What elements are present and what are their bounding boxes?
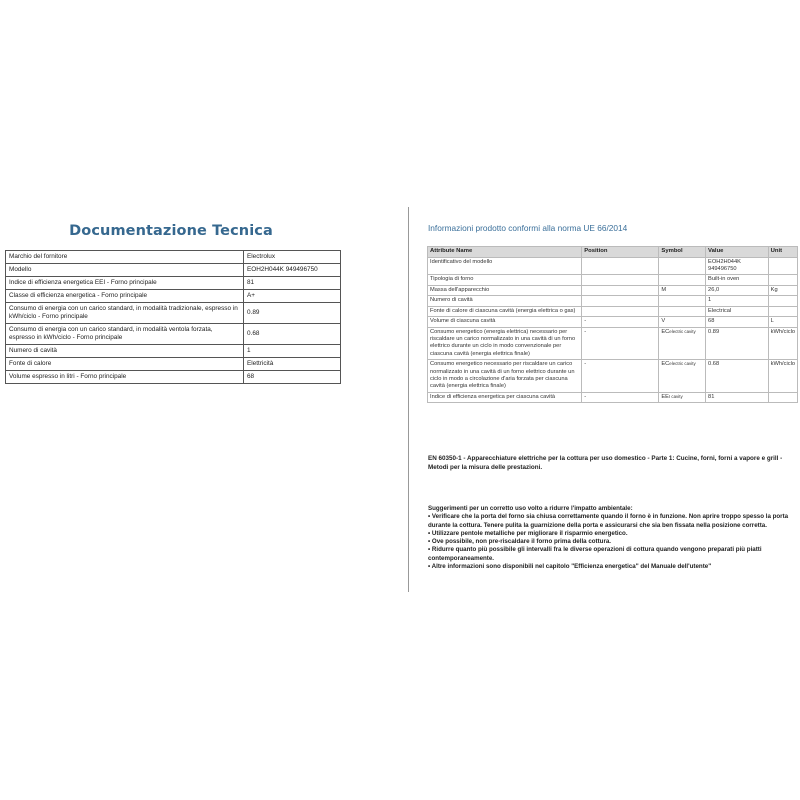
- position-cell: -: [582, 317, 659, 327]
- col-value: Value: [706, 247, 769, 258]
- technical-doc-table: [5, 250, 341, 384]
- attribute-cell: Consumo energetico (energia elettrica) necessario per riscaldare un carico normalizzato in una cavità di un forno elettrico durante un ciclo in modo convenzionale per ciascuna cavità (energia elettrica finale): [428, 327, 582, 360]
- symbol-subscript: electric cavity: [669, 328, 696, 334]
- symbol-cell: [659, 327, 706, 360]
- row-value: Electrolux: [244, 251, 341, 264]
- row-value: A+: [244, 290, 341, 303]
- symbol-main: V: [661, 318, 666, 325]
- value-cell: EOH2H044K 949496750: [706, 257, 769, 275]
- col-position: Position: [582, 247, 659, 258]
- symbol-cell: [659, 275, 706, 285]
- position-cell: [582, 296, 659, 306]
- row-value: 0.89: [244, 303, 341, 324]
- attribute-cell: Massa dell'apparecchio: [428, 285, 582, 295]
- attribute-cell: Consumo energetico necessario per riscaldare un carico normalizzato in una cavità di un forno elettrico durante un ciclo in modo a circolazione d'aria forzata per ciascuna cavità (energia elettrica finale): [428, 360, 582, 393]
- unit-cell: kWh/ciclo: [768, 360, 797, 393]
- unit-cell: [768, 392, 797, 402]
- table-row: [428, 327, 798, 360]
- table-row: [428, 285, 798, 295]
- symbol-cell: [659, 257, 706, 275]
- position-cell: [582, 285, 659, 295]
- table-row: [6, 264, 341, 277]
- col-unit: Unit: [768, 247, 797, 258]
- symbol-cell: [659, 317, 706, 327]
- symbol-subscript: I cavity: [668, 393, 683, 399]
- table-row: [6, 371, 341, 384]
- symbol-main: EC: [661, 361, 670, 368]
- tip-item: • Ridurre quanto più possibile gli intervalli fra le diverse operazioni di cottura quando vengono preparati più piatti contemporaneamente.: [428, 546, 762, 562]
- symbol-cell: [659, 285, 706, 295]
- table-row: [428, 275, 798, 285]
- row-value: 1: [244, 345, 341, 358]
- tips-heading: Suggerimenti per un corretto uso volto a ridurre l'impatto ambientale:: [428, 505, 633, 512]
- value-cell: 0.89: [706, 327, 769, 360]
- symbol-cell: [659, 360, 706, 393]
- unit-cell: kWh/ciclo: [768, 327, 797, 360]
- symbol-cell: [659, 392, 706, 402]
- table-row: [428, 392, 798, 402]
- attribute-cell: Fonte di calore di ciascuna cavità (energia elettrica o gas): [428, 306, 582, 316]
- position-cell: [582, 275, 659, 285]
- row-label: Indice di efficienza energetica EEI - Forno principale: [6, 277, 244, 290]
- unit-cell: [768, 296, 797, 306]
- value-cell: 68: [706, 317, 769, 327]
- table-row: [6, 303, 341, 324]
- symbol-main: M: [661, 286, 667, 293]
- row-value: 68: [244, 371, 341, 384]
- table-row: [6, 290, 341, 303]
- symbol-main: EC: [661, 328, 670, 335]
- table-row: [428, 257, 798, 275]
- table-row: [6, 358, 341, 371]
- symbol-cell: [659, 306, 706, 316]
- header-row: [428, 247, 798, 258]
- unit-cell: [768, 306, 797, 316]
- row-value: Elettricità: [244, 358, 341, 371]
- standard-note: EN 60350-1 - Apparecchiature elettriche per la cottura per uso domestico - Parte 1: Cucine, forni, forni a vapore e grill - Metodi per la misura delle prestazioni.: [428, 455, 783, 471]
- position-cell: [582, 306, 659, 316]
- usage-tips: [428, 505, 796, 571]
- tip-item: • Utilizzare pentole metalliche per migliorare il risparmio energetico.: [428, 529, 628, 537]
- row-label: Volume espresso in litri - Forno principale: [6, 371, 244, 384]
- row-label: Marchio del fornitore: [6, 251, 244, 264]
- table-row: [428, 296, 798, 306]
- left-title: Documentazione Tecnica: [69, 223, 273, 239]
- row-label: Classe di efficienza energetica - Forno principale: [6, 290, 244, 303]
- right-title: Informazioni prodotto conformi alla norma UE 66/2014: [428, 223, 628, 233]
- table-row: [428, 360, 798, 393]
- symbol-subscript: electric cavity: [669, 361, 696, 367]
- attribute-cell: Identificativo del modello: [428, 257, 582, 275]
- attribute-cell: Numero di cavità: [428, 296, 582, 306]
- value-cell: 81: [706, 392, 769, 402]
- unit-cell: Kg: [768, 285, 797, 295]
- symbol-main: EE: [661, 393, 669, 400]
- row-value: 0.68: [244, 324, 341, 345]
- tip-item: • Verificare che la porta del forno sia chiusa correttamente quando il forno è in funzione. Non aprire troppo spesso la porta durante la cottura. Tenere pulita la guarnizione della porta e assicurarsi che sia ben fissata nella posizione corretta.: [428, 513, 789, 529]
- table-row: [6, 324, 341, 345]
- unit-cell: [768, 257, 797, 275]
- col-attribute-name: Attribute Name: [428, 247, 582, 258]
- row-label: Fonte di calore: [6, 358, 244, 371]
- table-row: [6, 277, 341, 290]
- position-cell: -: [582, 327, 659, 360]
- product-info-table: [427, 246, 798, 403]
- table-row: [428, 317, 798, 327]
- value-cell: Electrical: [706, 306, 769, 316]
- attribute-cell: Tipologia di forno: [428, 275, 582, 285]
- page-divider: [408, 207, 409, 592]
- row-label: Modello: [6, 264, 244, 277]
- unit-cell: [768, 275, 797, 285]
- attribute-cell: Volume di ciascuna cavità: [428, 317, 582, 327]
- attribute-cell: Indice di efficienza energetica per ciascuna cavità: [428, 392, 582, 402]
- value-cell: 0.68: [706, 360, 769, 393]
- position-cell: -: [582, 360, 659, 393]
- value-cell: 26,0: [706, 285, 769, 295]
- position-cell: -: [582, 392, 659, 402]
- symbol-cell: [659, 296, 706, 306]
- row-label: Consumo di energia con un carico standard, in modalità ventola forzata, espresso in kWh/ciclo - Forno principale: [6, 324, 244, 345]
- row-value: 81: [244, 277, 341, 290]
- tip-item: • Ove possibile, non pre-riscaldare il forno prima della cottura.: [428, 538, 612, 545]
- row-value: EOH2H044K 949496750: [244, 264, 341, 277]
- row-label: Numero di cavità: [6, 345, 244, 358]
- table-row: [428, 306, 798, 316]
- col-symbol: Symbol: [659, 247, 706, 258]
- table-row: [6, 251, 341, 264]
- row-label: Consumo di energia con un carico standard, in modalità tradizionale, espresso in kWh/ciclo - Forno principale: [6, 303, 244, 324]
- value-cell: 1: [706, 296, 769, 306]
- tip-item: • Altre informazioni sono disponibili nel capitolo "Efficienza energetica" del Manuale dell'utente": [428, 562, 712, 570]
- unit-cell: L: [768, 317, 797, 327]
- position-cell: [582, 257, 659, 275]
- value-cell: Built-in oven: [706, 275, 769, 285]
- table-row: [6, 345, 341, 358]
